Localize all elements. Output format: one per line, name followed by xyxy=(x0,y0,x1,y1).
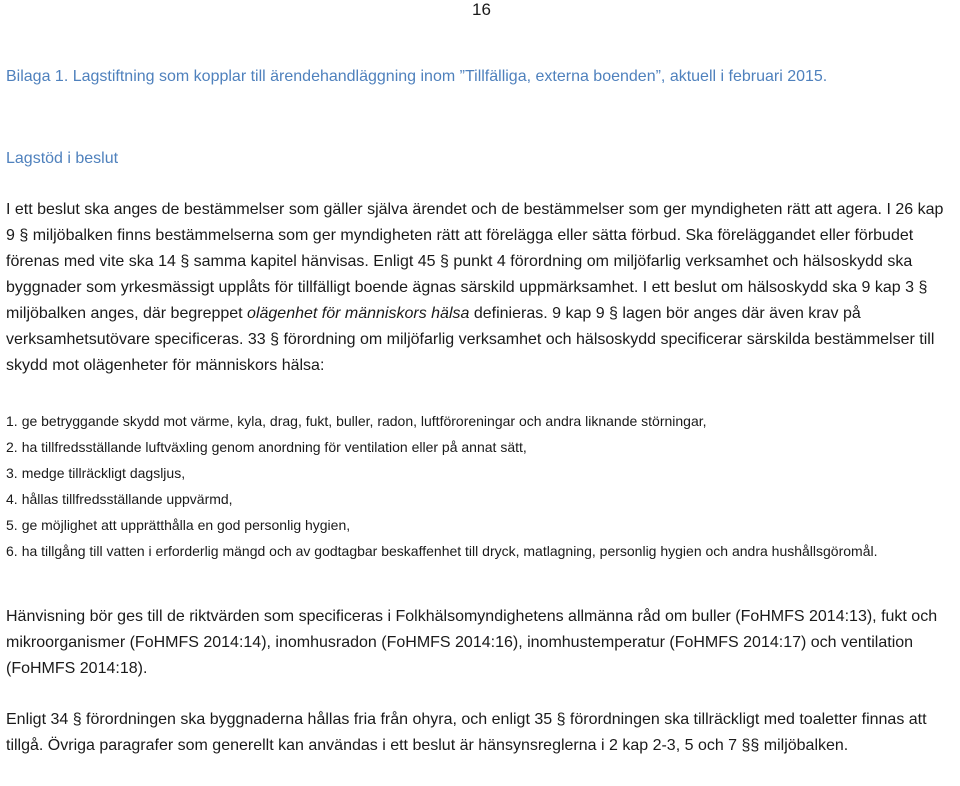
legal-basis-paragraph xyxy=(6,197,956,379)
paragraph-text: I ett beslut ska anges de bestämmelser som gäller själva ärendet och de bestämmelser som ger myndigheten rätt att agera. I 26 kap 9 § miljöbalken finns bestämmelserna som ger myndigheten rätt att förelägga eller sätta förbud. Ska föreläggandet eller förbudet förenas med vite ska 14 § samma kapitel hänvisas. Enligt 45 § punkt 4 förordning om miljöfarlig verksamhet och hälsoskydd ska byggnader som yrkesmässigt upplåts för tillfälligt boende ägnas särskild uppmärksamhet. I ett beslut om hälsoskydd ska 9 kap 3 § miljöbalken anges, där begreppet xyxy=(6,201,944,322)
list-number: 2. xyxy=(6,439,18,455)
section-subheading: Lagstöd i beslut xyxy=(6,150,119,167)
appendix-heading: Bilaga 1. Lagstiftning som kopplar till ärendehandläggning inom ”Tillfälliga, externa boenden”, aktuell i februari 2015. xyxy=(6,68,828,85)
list-item xyxy=(6,486,956,512)
emphasized-term: olägenhet för människors hälsa xyxy=(247,305,470,322)
list-text: ha tillfredsställande luftväxling genom anordning för ventilation eller på annat sätt, xyxy=(21,439,527,455)
list-text: hållas tillfredsställande uppvärmd, xyxy=(21,491,233,507)
list-item xyxy=(6,434,956,460)
references-paragraph: Hänvisning bör ges till de riktvärden som specificeras i Folkhälsomyndighetens allmänna råd om buller (FoHMFS 2014:13), fukt och mikroorganismer (FoHMFS 2014:14), inomhusradon (FoHMFS 2014:16), inomhustemperatur (FoHMFS 2014:17) och ventilation (FoHMFS 2014:18). xyxy=(6,608,938,677)
requirements-list xyxy=(6,408,956,564)
list-text: ge möjlighet att upprätthålla en god personlig hygien, xyxy=(21,517,351,533)
list-item xyxy=(6,512,956,538)
paragraph-text-continued: definieras. 9 kap 9 § lagen bör anges där även krav på verksamhetsutövare specificeras. 33 § förordning om miljöfarlig verksamhet och hälsoskydd specificerar särskilda bestämmelser till skydd mot olägenheter för människors hälsa: xyxy=(6,305,935,374)
list-number: 6. xyxy=(6,543,18,559)
additional-rules-paragraph: Enligt 34 § förordningen ska byggnaderna hållas fria från ohyra, och enligt 35 § förordningen ska tillräckligt med toaletter finnas att tillgå. Övriga paragrafer som generellt kan användas i ett beslut är hänsynsreglerna i 2 kap 2-3, 5 och 7 §§ miljöbalken. xyxy=(6,711,927,754)
list-item xyxy=(6,408,956,434)
list-number: 5. xyxy=(6,517,18,533)
list-text: medge tillräckligt dagsljus, xyxy=(21,465,186,481)
list-text: ha tillgång till vatten i erforderlig mängd och av godtagbar beskaffenhet till dryck, matlagning, personlig hygien och andra hushållsgöromål. xyxy=(21,543,878,559)
list-item xyxy=(6,460,956,486)
page-number: 16 xyxy=(472,0,491,19)
list-number: 4. xyxy=(6,491,18,507)
list-item xyxy=(6,538,956,564)
list-number: 3. xyxy=(6,465,18,481)
list-text: ge betryggande skydd mot värme, kyla, drag, fukt, buller, radon, luftföroreningar och andra liknande störningar, xyxy=(21,413,707,429)
list-number: 1. xyxy=(6,413,18,429)
